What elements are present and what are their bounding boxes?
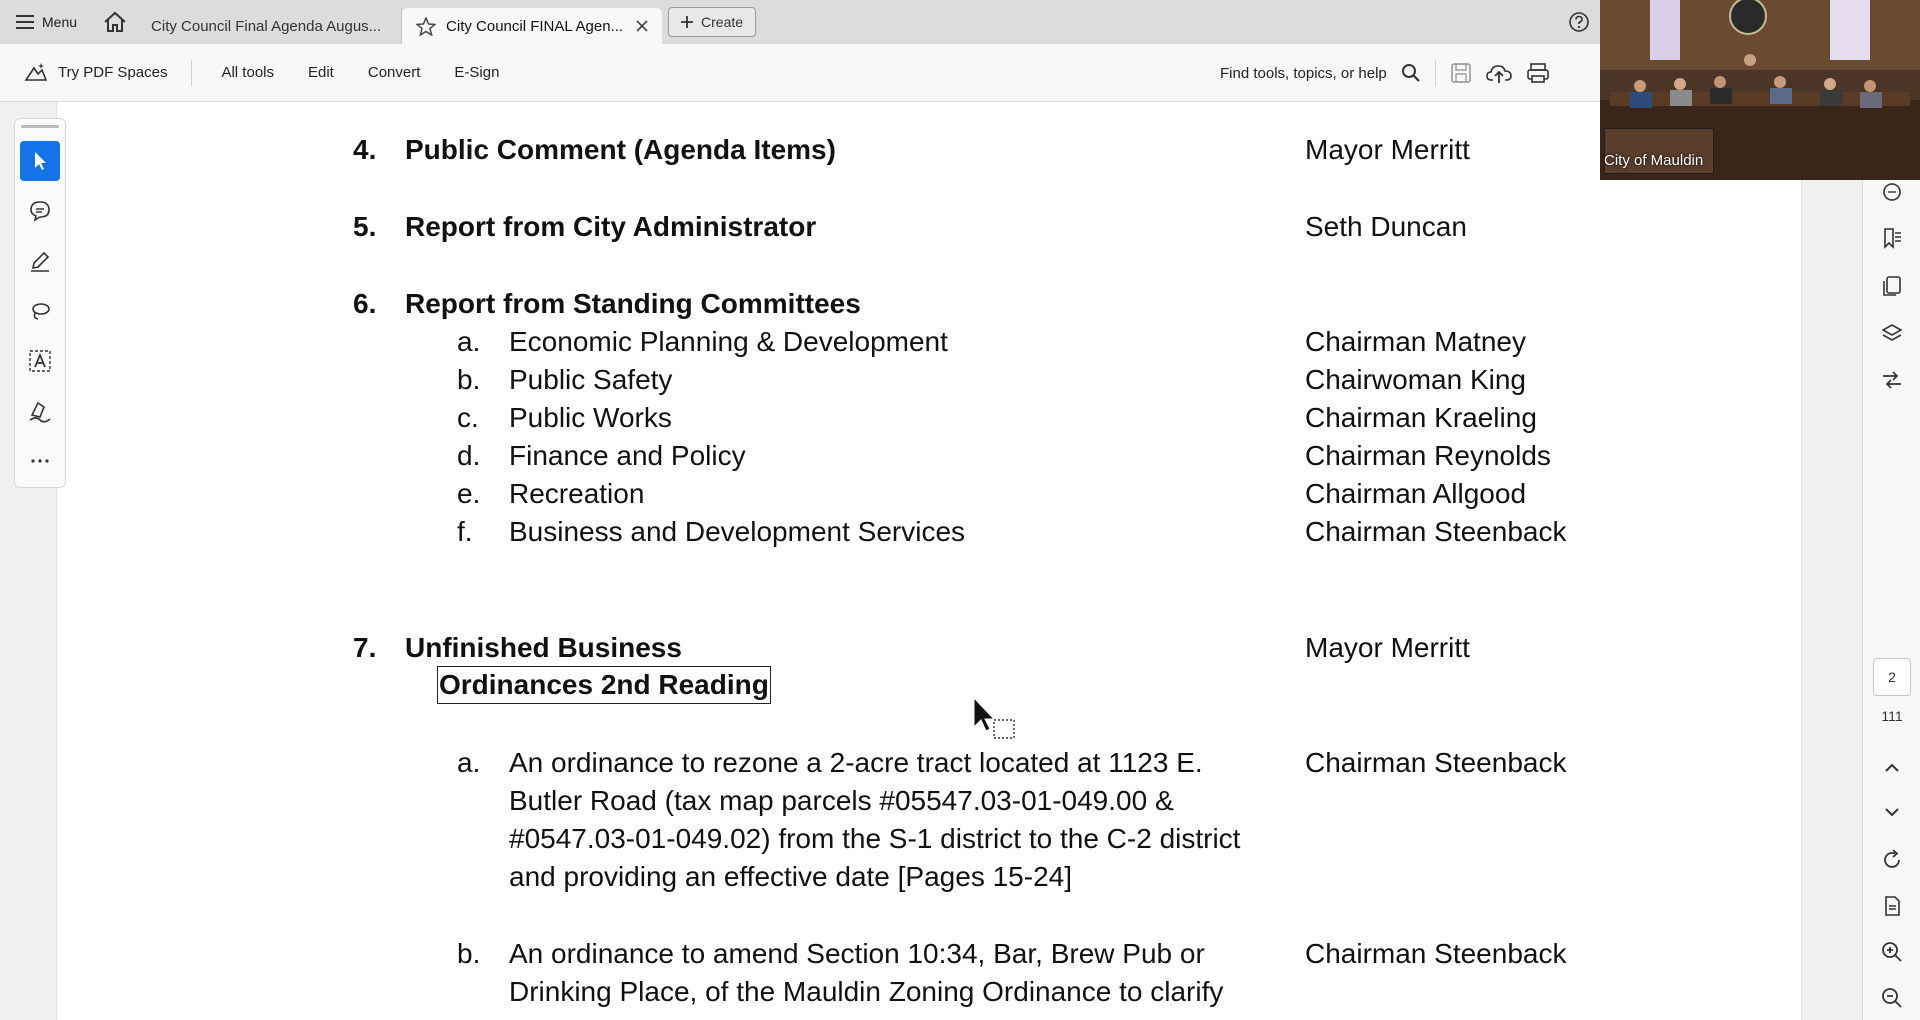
sub-item: An ordinance to rezone a 2-acre tract located at 1123 E. (509, 747, 1203, 778)
try-pdf-spaces-button[interactable] (0, 60, 192, 86)
rotate-button[interactable] (1880, 848, 1904, 872)
convert-link[interactable]: Convert (367, 64, 421, 81)
print-icon[interactable] (1526, 62, 1550, 84)
video-overlay[interactable] (1600, 0, 1920, 180)
toolbar-right-group (1220, 44, 1550, 102)
presenter: Chairman Steenback (1305, 938, 1567, 969)
item-number: 6. (353, 288, 377, 319)
sub-item: Business and Development Services (509, 516, 966, 547)
sub-item: An ordinance to amend Section 10:34, Bar, Brew Pub or (509, 938, 1205, 969)
search-icon[interactable] (1401, 63, 1421, 83)
text-box-icon (28, 349, 52, 373)
mouse-pointer-icon (972, 697, 1020, 745)
hamburger-icon (16, 15, 34, 29)
sub-item-letter: b. (457, 938, 481, 969)
find-tools-label[interactable]: Find tools, topics, or help (1220, 64, 1387, 82)
menu-label: Menu (42, 14, 78, 30)
chevron-up-icon (1884, 763, 1900, 773)
all-tools-link[interactable]: All tools (221, 64, 274, 81)
selected-text-ordinances[interactable]: Ordinances 2nd Reading (437, 666, 771, 704)
fit-page-icon (1881, 895, 1903, 917)
create-button[interactable] (668, 7, 756, 37)
sub-item-letter: d. (457, 440, 481, 471)
tab-title: City Council Final Agenda Augus... (151, 17, 382, 35)
presenter: Chairman Reynolds (1305, 440, 1551, 471)
close-icon[interactable] (636, 20, 648, 32)
sub-item-continued: Butler Road (tax map parcels #05547.03-01-049.00 & (509, 785, 1174, 816)
sub-item-continued: Drinking Place, of the Mauldin Zoning Ordinance to clarify (509, 976, 1224, 1007)
layers-panel-button[interactable] (1880, 322, 1904, 346)
fit-page-button[interactable] (1880, 894, 1904, 918)
sub-item: Finance and Policy (509, 440, 746, 471)
more-tools-button[interactable] (20, 441, 60, 481)
pdf-spaces-icon (24, 62, 48, 84)
agenda-item: Public Comment (Agenda Items) (405, 134, 836, 165)
agenda-item: Report from City Administrator (405, 211, 817, 242)
chevron-down-icon (1884, 807, 1900, 817)
home-icon (103, 11, 127, 33)
sign-tool-button[interactable] (20, 391, 60, 431)
page-number-input[interactable]: 2 (1873, 658, 1911, 696)
pen-sign-icon (28, 399, 52, 423)
star-icon[interactable] (416, 17, 436, 36)
page-total: 111 (1881, 708, 1903, 724)
presenter: Chairman Matney (1305, 326, 1526, 357)
comments-icon (1881, 181, 1903, 203)
presenter: Chairman Allgood (1305, 478, 1527, 509)
rail-drag-handle[interactable] (21, 125, 59, 128)
presenter: Mayor Merritt (1305, 134, 1470, 165)
pdf-page (56, 102, 1802, 1020)
presenter: Chairman Kraeling (1305, 402, 1537, 433)
sub-item-letter: b. (457, 364, 481, 395)
highlight-tool-button[interactable] (20, 241, 60, 281)
comment-icon (29, 200, 51, 222)
sub-item-letter: c. (457, 402, 479, 433)
pages-panel-button[interactable] (1880, 274, 1904, 298)
sub-item-letter: f. (457, 516, 473, 547)
video-source-label: City of Mauldin (1604, 152, 1704, 169)
tool-rail (14, 118, 66, 488)
menu-button[interactable] (0, 0, 93, 44)
sub-item-continued: and providing an effective date [Pages 15-24] (509, 861, 1072, 892)
cloud-upload-icon[interactable] (1486, 62, 1512, 84)
sub-item: Public Safety (509, 364, 673, 395)
plus-icon (681, 16, 693, 28)
compare-panel-button[interactable] (1880, 368, 1904, 392)
comments-panel-button[interactable] (1880, 180, 1904, 204)
zoom-in-icon (1881, 941, 1903, 963)
item-number: 4. (353, 134, 377, 165)
comment-tool-button[interactable] (20, 191, 60, 231)
tab-title: City Council FINAL Agen... (446, 17, 624, 35)
presenter: Mayor Merritt (1305, 632, 1470, 663)
prev-page-button[interactable] (1880, 756, 1904, 780)
pdf-spaces-label: Try PDF Spaces (58, 64, 168, 81)
sub-item-letter: e. (457, 478, 481, 509)
bookmarks-panel-button[interactable] (1880, 226, 1904, 250)
layers-icon (1881, 323, 1903, 345)
arrow-cursor-icon (30, 150, 50, 172)
presenter: Chairwoman King (1305, 364, 1526, 395)
zoom-out-button[interactable] (1880, 986, 1904, 1010)
sub-item: Economic Planning & Development (509, 326, 948, 357)
sub-item-letter: a. (457, 747, 481, 778)
item-number: 5. (353, 211, 377, 242)
text-tool-button[interactable] (20, 341, 60, 381)
bookmark-icon (1881, 227, 1903, 249)
zoom-in-button[interactable] (1880, 940, 1904, 964)
item-number: 7. (353, 632, 377, 663)
zoom-out-icon (1881, 987, 1903, 1009)
tab-final-agenda[interactable] (402, 8, 662, 44)
select-tool-button[interactable] (20, 141, 60, 181)
sub-item: Public Works (509, 402, 672, 433)
presenter: Chairman Steenback (1305, 747, 1567, 778)
agenda-item: Unfinished Business (405, 632, 682, 663)
save-icon[interactable] (1450, 62, 1472, 84)
presenter: Chairman Steenback (1305, 516, 1567, 547)
home-button[interactable] (93, 0, 137, 44)
edit-link[interactable]: Edit (308, 64, 334, 81)
right-rail (1862, 102, 1920, 1020)
esign-link[interactable]: E-Sign (454, 64, 500, 81)
create-label: Create (701, 14, 744, 30)
pages-icon (1881, 275, 1903, 297)
agenda-item: Report from Standing Committees (405, 288, 861, 319)
sub-item-continued: #0547.03-01-049.02) from the S-1 district to the C-2 district (509, 823, 1241, 854)
rotate-icon (1881, 849, 1903, 871)
tab-agenda-august[interactable] (137, 8, 402, 44)
more-icon (30, 458, 50, 464)
sub-item-letter: a. (457, 326, 481, 357)
presenter: Seth Duncan (1305, 211, 1467, 242)
help-icon[interactable] (1568, 11, 1590, 33)
toolbar-separator (1435, 60, 1436, 86)
draw-tool-button[interactable] (20, 291, 60, 331)
pencil-icon (29, 250, 51, 272)
lasso-icon (29, 300, 51, 322)
sub-item: Recreation (509, 478, 645, 509)
next-page-button[interactable] (1880, 800, 1904, 824)
compare-icon (1881, 369, 1903, 391)
